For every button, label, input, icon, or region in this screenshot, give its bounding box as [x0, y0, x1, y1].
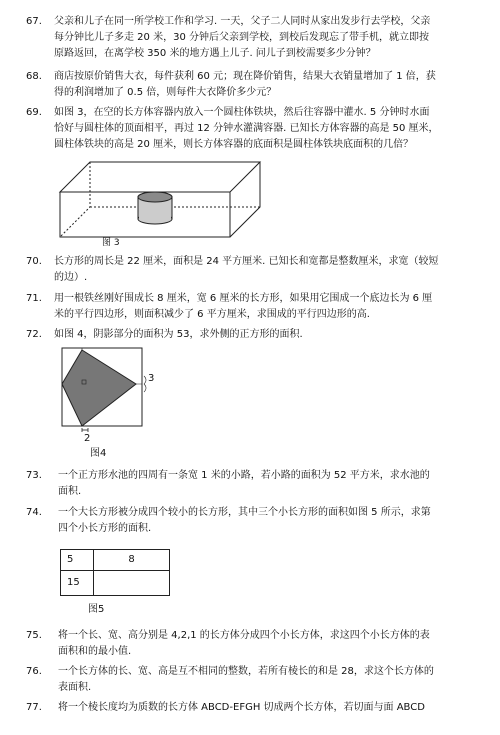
- cell-top-right: 8: [94, 550, 170, 571]
- text-line: 商店按原价销售大衣，每件获利 60 元；现在降价销售，结果大衣销量增加了 1 倍，获: [54, 71, 436, 82]
- problem-text: [58, 700, 478, 716]
- problem-number: 73.: [26, 470, 42, 481]
- shaded-quadrilateral: [62, 350, 136, 426]
- problem-text: [54, 14, 474, 62]
- problem-text: [54, 254, 474, 286]
- problem-text: [54, 327, 474, 343]
- text-line: 面积和的最小值.: [58, 646, 132, 657]
- problem-text: [58, 664, 478, 696]
- text-line: 将一个棱长度均为质数的长方体 ABCD-EFGH 切成两个长方体，若切面与面 ABCD: [58, 702, 425, 713]
- problem-number: 77.: [26, 702, 42, 713]
- cylinder: [138, 192, 172, 224]
- problem-text: [54, 105, 474, 153]
- text-line: 恰好与圆柱体的顶面相平，再过 12 分钟水灌满容器. 已知长方体容器的高是 50 厘米，: [54, 123, 439, 134]
- figure-4-label-bottom: 2: [84, 433, 91, 444]
- problem-number: 74.: [26, 507, 42, 518]
- figure-3-caption: 图 3: [102, 238, 120, 248]
- figure-3-box-cylinder: [60, 162, 260, 242]
- problem-number: 67.: [26, 16, 42, 27]
- problem-number: 68.: [26, 71, 42, 82]
- figure-5-table: [60, 549, 170, 596]
- box-side-face: [230, 162, 260, 237]
- problem-number: 71.: [26, 293, 42, 304]
- cell-top-left: 5: [61, 550, 94, 571]
- text-line: 如图 4，阴影部分的面积为 53，求外侧的正方形的面积.: [54, 329, 303, 340]
- text-line: 米的平行四边形，则面积减少了 6 平方厘米，求围成的平行四边形的高.: [54, 309, 370, 320]
- problem-number: 69.: [26, 107, 42, 118]
- text-line: 将一个长、宽、高分别是 4,2,1 的长方体分成四个小长方体，求这四个小长方体的表: [58, 630, 430, 641]
- figure-5-caption: 图5: [88, 604, 105, 615]
- figure-4-caption: 图4: [90, 448, 107, 459]
- text-line: 面积.: [58, 486, 82, 497]
- box-hidden-edge: [60, 162, 90, 237]
- cell-bottom-left: 15: [61, 571, 94, 596]
- problem-text: [54, 69, 474, 101]
- figure-4-label-side: 3: [148, 373, 155, 384]
- text-line: 四个小长方形的面积.: [58, 523, 152, 534]
- problem-number: 75.: [26, 630, 42, 641]
- problem-text: [58, 628, 478, 660]
- problem-number: 72.: [26, 329, 42, 340]
- problem-text: [54, 291, 474, 323]
- text-line: 用一根铁丝刚好围成长 8 厘米，宽 6 厘米的长方形，如果用它围成一个底边长为 6 厘: [54, 293, 433, 304]
- text-line: 一个正方形水池的四周有一条宽 1 米的小路，若小路的面积为 52 平方米，求水池的: [58, 470, 430, 481]
- text-line: 表面积.: [58, 682, 92, 693]
- problem-text: [58, 505, 478, 537]
- problem-number: 76.: [26, 666, 42, 677]
- text-line: 的边）.: [54, 272, 88, 283]
- problem-text: [58, 468, 478, 500]
- side-brace: [144, 376, 146, 392]
- text-line: 一个大长方形被分成四个较小的长方形，其中三个小长方形的面积如图 5 所示，求第: [58, 507, 431, 518]
- problem-number: 70.: [26, 256, 42, 267]
- text-line: 每分钟比儿子多走 20 米，30 分钟后父亲到学校，到校后发现忘了带手机，就立即按: [54, 32, 429, 43]
- cell-bottom-right: [94, 571, 170, 596]
- text-line: 圆柱体铁块的高是 20 厘米，则长方体容器的底面积是圆柱体铁块底面积的几倍？: [54, 139, 414, 150]
- figure-4-square: [62, 348, 162, 448]
- text-line: 父亲和儿子在同一所学校工作和学习. 一天，父子二人同时从家出发步行去学校，父亲: [54, 16, 431, 27]
- text-line: 原路返回，在离学校 350 米的地方遇上儿子. 问儿子到校需要多少分钟？: [54, 48, 376, 59]
- text-line: 长方形的周长是 22 厘米，面积是 24 平方厘米. 已知长和宽都是整数厘米，求宽（较短: [54, 256, 439, 267]
- text-line: 一个长方体的长、宽、高是互不相同的整数，若所有棱长的和是 28，求这个长方体的: [58, 666, 434, 677]
- text-line: 得的利润增加了 0.5 倍，则每件大衣降价多少元？: [54, 87, 277, 98]
- text-line: 如图 3，在空的长方体容器内放入一个圆柱体铁块，然后往容器中灌水. 5 分钟时水面: [54, 107, 430, 118]
